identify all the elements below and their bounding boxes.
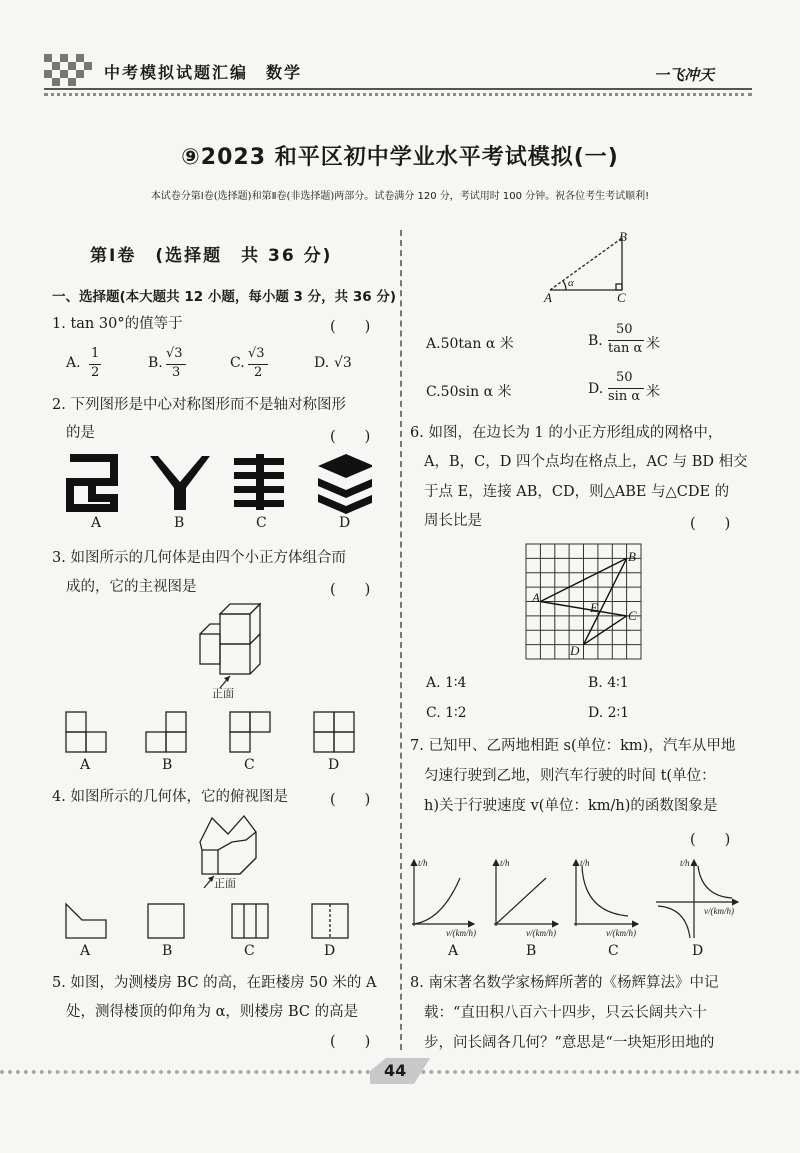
- q3-view-c: [230, 712, 270, 752]
- q4-views: [60, 900, 370, 942]
- q6-stem-line4: 周长比是: [424, 513, 482, 529]
- q5-option-d-den: sin α: [608, 389, 641, 404]
- q3-views: [60, 708, 370, 756]
- q4-view-b: [148, 904, 184, 938]
- q5-point-a: A: [544, 290, 552, 305]
- q2-label-c: C: [256, 515, 267, 531]
- q1-option-b-num: √3: [166, 346, 183, 361]
- q5-angle-alpha: α: [568, 277, 574, 289]
- q6-stem-line3: 于点 E，连接 AB，CD，则△ABE 与△CDE 的: [424, 484, 730, 500]
- q5-option-b-num: 50: [616, 322, 633, 337]
- header-rule-dots: [44, 93, 752, 96]
- q7-label-b: B: [526, 943, 537, 959]
- q7-d-ylabel: t/h: [680, 858, 690, 868]
- q7-label-c: C: [608, 943, 619, 959]
- q6-answer-paren: ( ): [690, 516, 731, 532]
- q3-view-a: [66, 712, 106, 752]
- section-subtitle: 一、选择题(本大题共 12 小题，每小题 3 分，共 36 分): [52, 289, 397, 305]
- q3-answer-paren: ( ): [330, 582, 371, 598]
- q5-option-b-label: B.: [588, 333, 603, 349]
- q4-view-a: [66, 904, 106, 938]
- q7-graphs: [398, 854, 748, 944]
- q7-stem-line3: h)关于行驶速度 v(单位：km/h)的函数图象是: [424, 798, 718, 814]
- header-title: 中考模拟试题汇编 数学: [104, 63, 303, 82]
- q2-label-d: D: [339, 515, 351, 531]
- q5-answer-paren: ( ): [330, 1034, 371, 1050]
- q6-option-c: C. 1∶2: [426, 705, 467, 721]
- q4-label-b: B: [162, 943, 173, 959]
- q1-option-a-den: 2: [91, 365, 100, 380]
- q6-option-a: A. 1∶4: [426, 675, 467, 691]
- q7-b-xlabel: v/(km/h): [526, 928, 556, 938]
- q6-grid-figure: [525, 543, 645, 663]
- q7-a-xlabel: v/(km/h): [446, 928, 476, 938]
- q6-point-a: A: [532, 590, 540, 605]
- q6-point-e: E: [590, 600, 598, 615]
- q3-stem-line1: 3. 如图所示的几何体是由四个小正方体组合而: [52, 550, 346, 566]
- q2-symbols: [62, 452, 372, 514]
- q3-solid-figure: [190, 600, 280, 692]
- q6-point-b: B: [628, 549, 636, 564]
- q8-line3: 步，问长阔各几何？”意思是“一块矩形田地的: [424, 1035, 715, 1051]
- q5-point-c: C: [617, 290, 626, 305]
- q4-stem: 4. 如图所示的几何体，它的俯视图是: [52, 789, 288, 805]
- q7-stem-line1: 7. 已知甲、乙两地相距 s(单位：km)，汽车从甲地: [410, 738, 736, 754]
- q7-graph-b: [494, 860, 558, 926]
- q2-symbol-a: [70, 458, 114, 508]
- q5-option-b-unit: 米: [646, 336, 660, 352]
- q2-stem-line2: 的是: [66, 425, 95, 441]
- q8-line1: 8. 南宋著名数学家杨辉所著的《杨辉算法》中记: [410, 975, 719, 991]
- q2-symbol-d: [318, 454, 372, 514]
- q8-line2: 载：“直田积八百六十四步，只云长阔共六十: [424, 1005, 707, 1021]
- q5-option-c-label: C.: [426, 384, 441, 400]
- q6-point-c: C: [628, 608, 637, 623]
- q1-options: [66, 346, 366, 382]
- q1-option-b-label: B.: [148, 355, 163, 371]
- q6-option-b: B. 4∶1: [588, 675, 629, 691]
- exam-instructions: 本试卷分第Ⅰ卷(选择题)和第Ⅱ卷(非选择题)两部分。试卷满分 120 分，考试用时 100 分钟。祝各位考生考试顺利!: [150, 191, 650, 202]
- q3-view-b: [146, 712, 186, 752]
- q5-option-d-label: D.: [588, 381, 604, 397]
- q5-point-b: B: [619, 229, 627, 244]
- q5-option-a-label: A.: [426, 336, 441, 352]
- q7-graph-d: [656, 860, 738, 938]
- q1-option-c-label: C.: [230, 355, 245, 371]
- exam-title: ⑨2023 和平区初中学业水平考试模拟(一): [181, 145, 619, 170]
- q7-answer-paren: ( ): [690, 832, 731, 848]
- q3-front-label: 正面: [212, 688, 234, 700]
- header-checker-decoration: [44, 54, 96, 88]
- q5-option-c-text: 50sin α 米: [440, 384, 512, 400]
- q1-option-a-num: 1: [91, 346, 100, 361]
- q5-option-c: [426, 381, 512, 401]
- q1-option-d-text: √3: [334, 355, 352, 371]
- q6-stem-line1: 6. 如图，在边长为 1 的小正方形组成的网格中，: [410, 425, 723, 441]
- q5-stem-line2: 处，测得楼顶的仰角为 α，则楼房 BC 的高是: [66, 1004, 359, 1020]
- q4-label-c: C: [244, 943, 255, 959]
- q2-stem-line1: 2. 下列图形是中心对称图形而不是轴对称图形: [52, 397, 346, 413]
- q5-option-d: [588, 368, 678, 408]
- q4-label-a: A: [80, 943, 91, 959]
- q3-stem-line2: 成的，它的主视图是: [66, 579, 197, 595]
- section-title: 第Ⅰ卷 (选择题 共 36 分): [90, 246, 333, 266]
- header-rule: [44, 88, 752, 90]
- q3-view-d: [314, 712, 354, 752]
- q7-d-xlabel: v/(km/h): [704, 906, 734, 916]
- q7-c-xlabel: v/(km/h): [606, 928, 636, 938]
- page-number: 44: [384, 1061, 407, 1080]
- q5-stem-line1: 5. 如图，为测楼房 BC 的高，在距楼房 50 米的 A: [52, 975, 377, 991]
- q1-stem: 1. tan 30°的值等于: [52, 316, 183, 332]
- q4-view-c: [232, 904, 268, 938]
- q7-a-ylabel: t/h: [418, 858, 428, 868]
- q2-label-a: A: [91, 515, 102, 531]
- q3-label-d: D: [328, 757, 340, 773]
- q4-front-label: 正面: [214, 878, 236, 890]
- q5-option-d-num: 50: [616, 370, 633, 385]
- q5-option-a-text: 50tan α 米: [440, 336, 514, 352]
- q7-graph-c: [574, 860, 638, 926]
- q1-option-c-num: √3: [248, 346, 265, 361]
- q1-option-a-label: A.: [66, 355, 81, 371]
- header-brand: 一飞冲天: [654, 66, 715, 84]
- q5-option-b: [588, 320, 678, 360]
- q2-symbol-b: [150, 456, 210, 510]
- q5-option-a: [426, 333, 514, 353]
- q3-label-a: A: [80, 757, 91, 773]
- q7-label-a: A: [448, 943, 459, 959]
- q7-stem-line2: 匀速行驶到乙地，则汽车行驶的时间 t(单位：: [424, 768, 716, 784]
- q3-label-c: C: [244, 757, 255, 773]
- q4-view-d: [312, 904, 348, 938]
- q1-option-b-den: 3: [172, 365, 181, 380]
- q3-label-b: B: [162, 757, 173, 773]
- q4-answer-paren: ( ): [330, 792, 371, 808]
- q7-label-d: D: [692, 943, 704, 959]
- q5-option-d-unit: 米: [646, 384, 660, 400]
- q7-b-ylabel: t/h: [500, 858, 510, 868]
- q1-option-c-den: 2: [254, 365, 263, 380]
- q4-label-d: D: [324, 943, 336, 959]
- q1-answer-paren: ( ): [330, 319, 371, 335]
- q6-stem-line2: A，B，C，D 四个点均在格点上，AC 与 BD 相交: [424, 454, 748, 470]
- q7-c-ylabel: t/h: [580, 858, 590, 868]
- q5-option-b-den: tan α: [608, 341, 643, 356]
- header: [0, 0, 800, 100]
- q6-point-d: D: [570, 643, 580, 658]
- q6-option-d: D. 2∶1: [588, 705, 630, 721]
- q1-option-d-label: D.: [314, 355, 330, 371]
- q5-figure: [536, 228, 646, 308]
- q2-symbol-c: [234, 454, 284, 510]
- q7-graph-a: [412, 860, 474, 926]
- q2-answer-paren: ( ): [330, 429, 371, 445]
- q2-label-b: B: [174, 515, 185, 531]
